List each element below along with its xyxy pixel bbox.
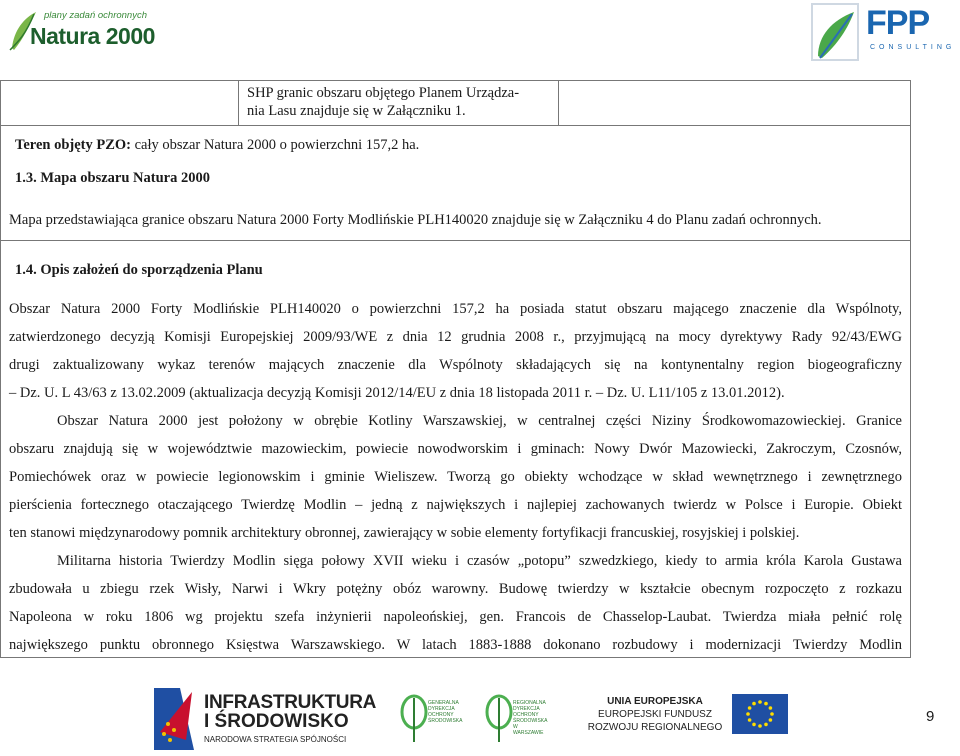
gdos-tree-icon [400,694,428,744]
paragraph-line: Napoleona w roku 1806 wg projektu szefa inżynierii napoleońskiej, gen. Francois de Chasselop-Laubat. Twierdza miała pełnić rolę [9,609,902,625]
logo-brand: Natura 2000 [30,23,155,49]
paragraph-line: największego punktu obronnego Księstwa Warszawskiego. W latach 1883-1888 dokonano rozbudowy i modernizacji Twierdzy Modlin [9,637,902,653]
infrastruktura-emblem-icon [150,684,200,754]
teren-label: Teren objęty PZO: [15,137,131,153]
eu-flag-icon [732,694,788,734]
gdos-logo [400,690,463,750]
paragraph-line: Militarna historia Twierdzy Modlin sięga połowy XVII wieku i czasów „potopu” szwedzkiego, kiedy to armia króla Karola Gustawa [57,553,902,569]
paragraph-line: Pomiechówek oraz w powiecie legionowskim i gminie Wieliszew. Tworzą go obiekty wchodzące w skład wewnętrznego i zewnętrznego [9,469,902,485]
paragraph-line: zbudowała u zbiegu rzek Wisły, Narwi i Wkry potężny obóz warowny. Budowę twierdzy w kształcie obecnym rozpoczęto z rozkazu [9,581,902,597]
infra-line-1: INFRASTRUKTURA [204,692,377,713]
paragraph-line: drugi zaktualizowany wykaz terenów mających znaczenie dla Wspólnoty składających się na kontynentalny region biogeograficzny [9,357,902,373]
rdos-tree-icon [485,694,513,744]
table-cell-empty [1,81,239,125]
section-13-text: Mapa przedstawiająca granice obszaru Natura 2000 Forty Modlińskie PLH140020 znajduje się w Załączniku 4 do Planu zadań ochronnych. [9,212,822,228]
fpp-logo [808,0,960,66]
table-fragment [0,80,911,126]
cell-line-2: nia Lasu znajduje się w Załączniku 1. [247,103,466,119]
eu-stars-icon [732,694,788,734]
fpp-leaf-icon [808,0,868,66]
infrastruktura-logo [150,684,377,754]
paragraph-line: ten stanowi międzynarodowy pomnik architektury obronnej, zawierający w sobie elementy fortyfikacji francuskiej, rosyjskiej i polskiej. [9,525,800,541]
paragraph-line: pierścienia fortecznego otaczającego Twierdzę Modlin – jedną z największych i najlepiej zachowanych twierdz w Polsce i Europie. Obiekt [9,497,902,513]
infra-line-3: NARODOWA STRATEGIA SPÓJNOŚCI [204,735,347,744]
table-cell-text [238,81,559,125]
rdos-label: REGIONALNA DYREKCJA OCHRONY ŚRODOWISKA W WARSZAWIE [513,700,548,736]
paragraph-line: zatwierdzonego decyzją Komisji Europejskiej 2009/93/WE z dnia 12 grudnia 2008 r., przyjmującą na mocy dyrektywy Rady 92/43/EWG [9,329,902,345]
fpp-brand: FPP [866,4,930,42]
section-14-heading: 1.4. Opis założeń do sporządzenia Planu [15,262,263,278]
fpp-consulting: CONSULTING [870,44,956,51]
eu-line-3: ROZWOJU REGIONALNEGO [587,722,723,733]
teren-text: cały obszar Natura 2000 o powierzchni 157,2 ha. [131,137,420,153]
section-13-heading: 1.3. Mapa obszaru Natura 2000 [15,170,210,186]
teren-line [15,136,419,154]
eu-line-2: EUROPEJSKI FUNDUSZ [598,709,712,720]
eu-logo [580,694,790,742]
paragraph-line: – Dz. U. L 43/63 z 13.02.2009 (aktualizacja decyzją Komisji 2012/14/EU z dnia 18 listopada 2011 r. – Dz. U. L11/105 z 13.01.2012). [9,385,785,401]
rdos-logo [485,690,548,750]
gdos-label: GENERALNA DYREKCJA OCHRONY ŚRODOWISKA [428,700,463,724]
paragraph-line: obszaru znajdują się w województwie mazowieckim, powiecie nowodworskim i gminach: Nowy Dwór Mazowiecki, Zakroczym, Czosnów, [9,441,902,457]
eu-line-1: UNIA EUROPEJSKA [607,696,703,707]
infra-line-2: I ŚRODOWISKO [204,711,349,732]
logo-tagline: plany zadań ochronnych [44,10,147,21]
page-number: 9 [926,708,935,725]
paragraph-line: Obszar Natura 2000 jest położony w obrębie Kotliny Warszawskiej, w centralnej części Niziny Środkowomazowieckiej. Granice [57,413,902,429]
paragraph-line: Obszar Natura 2000 Forty Modlińskie PLH140020 o powierzchni 157,2 ha posiada statut obszaru mającego znaczenie dla Wspólnoty, [9,301,902,317]
cell-line-1: SHP granic obszaru objętego Planem Urządza- [247,85,520,101]
section-divider [0,240,911,241]
natura2000-logo [8,8,155,56]
